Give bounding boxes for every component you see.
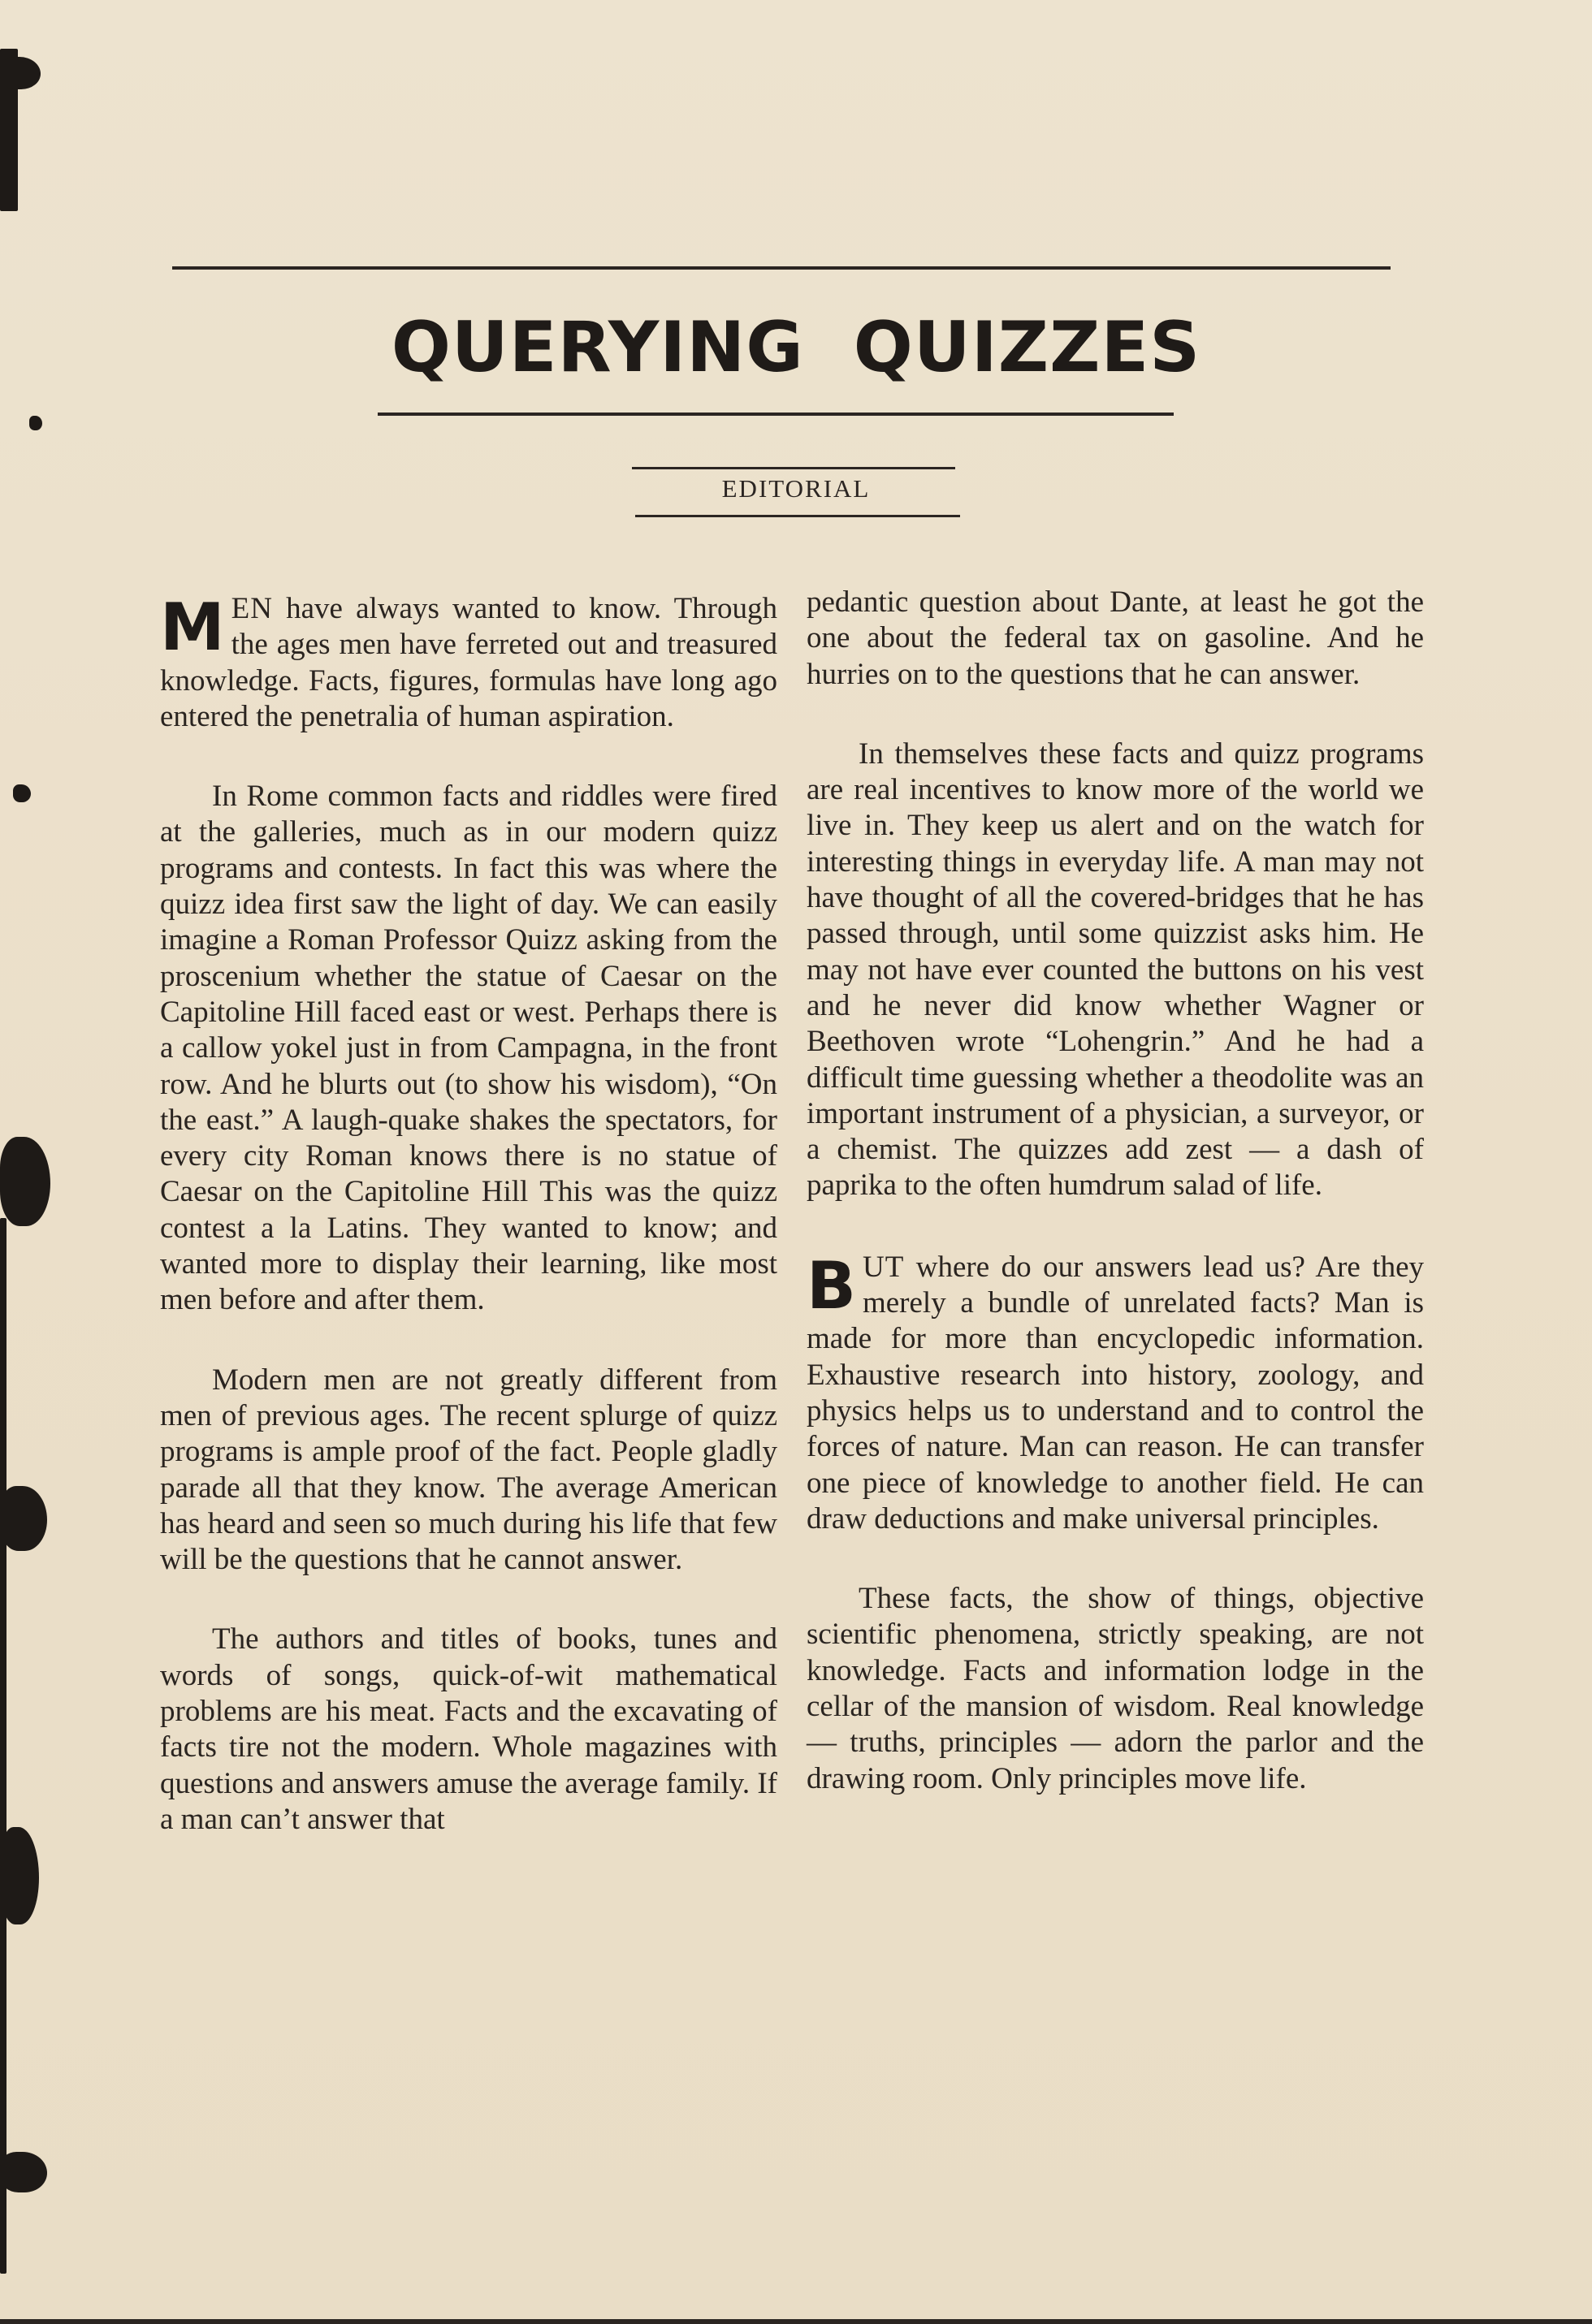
binding-mark <box>0 57 41 89</box>
right-column <box>807 585 1424 1841</box>
paragraph: The authors and titles of books, tunes and words of songs, quick-of-wit mathematical problems are his meat. Facts and the excavating of facts tire not the modern. Whole magazines with questions and answers amuse the average family. If a man can’t answer that <box>160 1622 777 1836</box>
paragraph: In Rome common facts and riddles were fired at the galleries, much as in our modern quizz programs and contests. In fact this was where the quizz idea first saw the light of day. We can easily imagine a Roman Professor Quizz asking from the proscenium whether the statue of Caesar on the Capitoline Hill faced east or west. Perhaps there is a callow yokel just in from Campagna, in the front row. And he blurts out (to show his wisdom), “On the east.” A laugh-quake shakes the spectators, for every city Roman knows there is no statue of Caesar on the Capitoline Hill This was the quizz contest a la Latins. They wanted to know; and wanted more to display their learning, like most men before and after them. <box>160 780 777 1317</box>
paragraph <box>807 1247 1424 1537</box>
title-rule <box>378 413 1174 416</box>
drop-cap: B <box>807 1247 856 1324</box>
kicker-bottom-rule <box>635 515 960 517</box>
paragraph: Modern men are not greatly different from men of previous ages. The recent splurge of quizz programs is ample proof of the fact. People gladly parade all that they know. The average American has heard and seen so much during his life that few will be the questions that he cannot answer. <box>160 1363 777 1577</box>
paragraph: pedantic question about Dante, at least he got the one about the federal tax on gasoline. And he hurries on to the questions that he can answer. <box>807 585 1424 691</box>
bottom-edge-rule <box>0 2319 1592 2324</box>
article-title: QUERYING QUIZZES <box>391 307 1201 388</box>
lead-in: UT <box>862 1250 905 1284</box>
left-column <box>160 585 777 1881</box>
section-kicker: EDITORIAL <box>721 474 871 503</box>
top-rule <box>172 266 1391 270</box>
binding-mark <box>0 1137 50 1226</box>
drop-cap: M <box>160 590 225 665</box>
paragraph <box>160 591 777 735</box>
binding-mark <box>13 784 31 802</box>
kicker-top-rule <box>632 467 955 469</box>
paragraph-text: have always wanted to know. Through the ages men have ferreted out and treasured knowledge. Facts, figures, formulas have long ago entered the penetralia of human aspiration. <box>160 592 777 733</box>
lead-in: EN <box>231 592 273 625</box>
binding-mark <box>0 1218 6 2274</box>
paragraph: These facts, the show of things, objective scientific phenomena, strictly speaking, are not knowledge. Facts and information lodge in the cellar of the mansion of wisdom. Real knowledge — truths, principles — adorn the parlor and the drawing room. Only principles move life. <box>807 1582 1424 1795</box>
binding-mark <box>29 416 42 430</box>
binding-mark <box>0 1486 47 1551</box>
paragraph: In themselves these facts and quizz programs are real incentives to know more of the world we live in. They keep us alert and on the watch for interesting things in everyday life. A man may not have thought of all the covered-bridges that he has passed through, until some quizzist asks him. He may not have ever counted the buttons on his vest and he never did know whether Wagner or Beethoven wrote “Lohengrin.” And he had a difficult time guessing whether a theodolite was an important instrument of a physician, a surveyor, or a chemist. The quizzes add zest — a dash of paprika to the often humdrum salad of life. <box>807 737 1424 1203</box>
paragraph-text: where do our answers lead us? Are they merely a bundle of unrelated facts? Man is made for more than encyclopedic information. Exhaustive research into history, zoology, and physics helps us to understand and to control the forces of nature. Man can reason. He can transfer one piece of knowledge to another field. He can draw deductions and make universal principles. <box>807 1250 1424 1536</box>
binding-mark <box>0 2152 47 2192</box>
